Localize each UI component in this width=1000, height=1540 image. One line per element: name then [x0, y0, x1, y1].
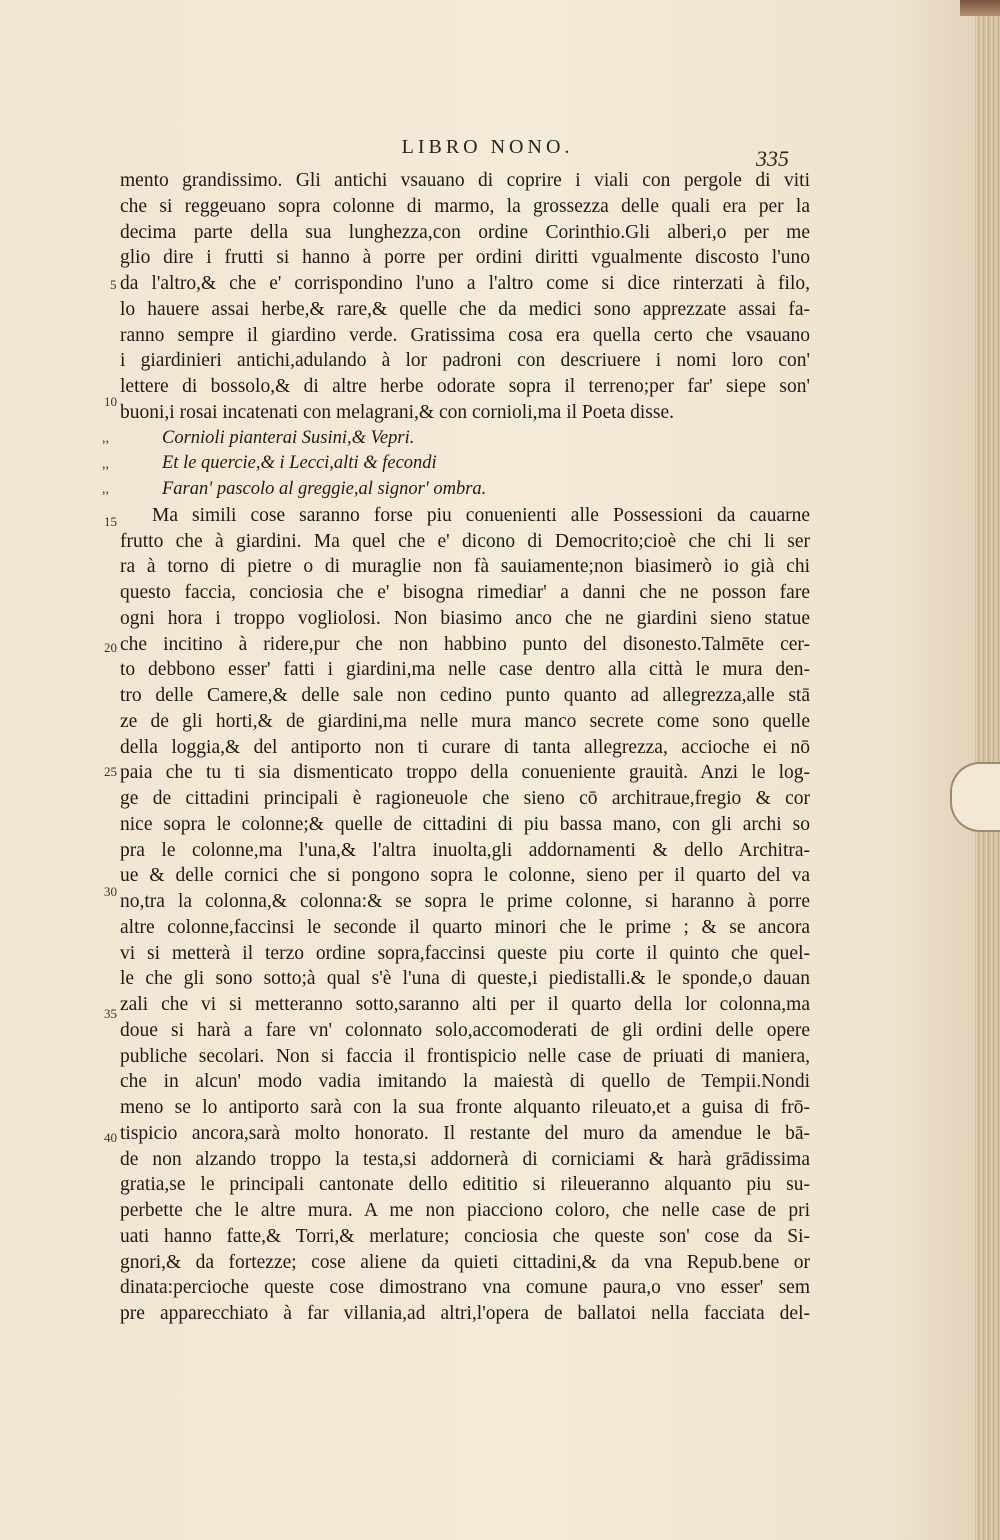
- text-line: tispicio ancora,sarà molto honorato. Il restante del muro da amendue le bā-: [120, 1122, 810, 1144]
- text-line: frutto che à giardini. Ma quel che e' dicono di Democrito;cioè che chi li ser: [120, 530, 810, 552]
- text-line: de non alzando troppo la testa,si addornerà di corniciami & harà grādissima: [120, 1148, 810, 1170]
- text-line: glio dire i frutti si hanno à porre per ordini diritti vgualmente discosto l'uno: [120, 247, 810, 269]
- text-line: lettere di bossolo,& di altre herbe odorate sopra il terreno;per far' siepe son': [120, 376, 810, 397]
- page-number: 335: [756, 146, 789, 171]
- text-line: della loggia,& del antiporto non ti curare di tanta allegrezza, accioche ei nō: [120, 736, 810, 758]
- text-line: ogni hora i troppo vogliolosi. Non biasimo anco che ne giardini sieno statue: [120, 607, 810, 629]
- text-line: gratia,se le principali cantonate dello edititio si rileueranno alquanto piu su-: [120, 1174, 810, 1196]
- text-line: che incitino à ridere,pur che non habbino punto del disonesto.Talmēte cer-: [120, 633, 810, 655]
- text-line: uati hanno fatte,& Torri,& merlature; conciosia che queste son' cose da Si-: [120, 1225, 810, 1247]
- margin-line-number: 40: [104, 1130, 117, 1145]
- margin-line-number: 35: [104, 1006, 117, 1021]
- margin-line-number: 25: [104, 764, 117, 779]
- binding-corner: [960, 0, 1000, 16]
- text-line: no,tra la colonna,& colonna:& se sopra le prime colonne, si haranno à porre: [120, 891, 810, 912]
- text-line: le che gli sono sotto;à qual s'è l'una di queste,i piedistalli.& le sponde,o dauan: [120, 968, 810, 990]
- text-line: ze de gli horti,& de giardini,ma nelle mura manco secrete come sono quelle: [120, 710, 810, 732]
- text-line: lo hauere assai herbe,& rare,& quelle che da medici sono apprezzate assai fa-: [120, 298, 810, 320]
- quote-mark: ,,: [102, 457, 109, 472]
- text-line: pra le colonne,ma l'una,& l'altra inuolta,gli addornamenti & dello Architra-: [120, 839, 810, 861]
- text-line: zali che vi si metteranno sotto,saranno alti per il quarto della lor colonna,ma: [120, 994, 810, 1015]
- verse-line: Et le quercie,& i Lecci,alti & fecondi: [162, 453, 437, 474]
- text-line: gnori,& da fortezze; cose aliene da quieti cittadini,& da vna Repub.bene or: [120, 1251, 810, 1273]
- margin-line-number: 10: [104, 394, 117, 409]
- text-line: vi si metterà il terzo ordine sopra,faccinsi queste piu corte il quinto che quel-: [120, 942, 810, 964]
- text-line: buoni,i rosai incatenati con melagrani,& con cornioli,ma il Poeta disse.: [120, 401, 674, 423]
- verse-line: Cornioli pianterai Susini,& Vepri.: [162, 427, 415, 448]
- text-line: nice sopra le colonne;& quelle de cittadini di piu bassa mano, con gli archi so: [120, 813, 810, 835]
- margin-line-number: 30: [104, 884, 117, 899]
- text-line: to debbono esser' fatti i giardini,ma nelle case dentro alla città le mura den-: [120, 659, 810, 681]
- text-line: mento grandissimo. Gli antichi vsauano di coprire i viali con pergole di viti: [120, 170, 810, 191]
- thumb-tab: [950, 762, 1000, 832]
- text-line: doue si harà a fare vn' colonnato solo,accomoderati de gli ordini delle opere: [120, 1019, 810, 1041]
- verse-line: Faran' pascolo al greggie,al signor' ombra.: [162, 479, 487, 499]
- text-line: pre apparecchiato à far villania,ad altri,l'opera de ballatoi nella facciata del-: [120, 1303, 810, 1324]
- margin-line-number: 15: [104, 514, 117, 529]
- margin-line-number: 20: [104, 640, 117, 655]
- text-line: ra à torno di pietre o di muraglie non fà sauiamente;non biasimerò io già chi: [120, 556, 810, 578]
- text-line: dinata:percioche queste cose dimostrano vna comune paura,o vno esser' sem: [120, 1277, 810, 1299]
- text-line: decima parte della sua lunghezza,con ordine Corinthio.Gli alberi,o per me: [120, 221, 810, 243]
- text-line: paia che tu ti sia dismenticato troppo della conueniente grauità. Anzi le log-: [120, 762, 810, 784]
- text-line: altre colonne,faccinsi le seconde il quarto minori che le prime ; & se ancora: [120, 916, 810, 938]
- quote-mark: ,,: [102, 431, 109, 446]
- text-line: perbette che le altre mura. A me non piacciono coloro, che nelle case de pri: [120, 1200, 810, 1221]
- text-line: Ma simili cose saranno forse piu conuenienti alle Possessioni da cauarne: [152, 504, 810, 526]
- text-line: publiche secolari. Non si faccia il frontispicio nelle case de priuati di maniera,: [120, 1045, 810, 1067]
- margin-line-number: 5: [110, 277, 117, 292]
- text-line: da l'altro,& che e' corrispondino l'uno a l'altro come si dice rinterzati à filo,: [120, 273, 810, 294]
- text-line: che si reggeuano sopra colonne di marmo, la grossezza delle quali era per la: [120, 195, 810, 217]
- text-line: ranno sempre il giardino verde. Gratissima cosa era quella certo che vsauano: [120, 324, 810, 346]
- text-line: tro delle Camere,& delle sale non cedino punto quanto ad allegrezza,alle stā: [120, 685, 810, 706]
- text-line: meno se lo antiporto sarà con la sua fronte alquanto rileuato,et a guisa di frō-: [120, 1097, 810, 1118]
- text-line: ge de cittadini principali è ragioneuole che sieno cō architraue,fregio & cor: [120, 788, 810, 809]
- text-line: ue & delle cornici che si pongono sopra le colonne, sieno per il quarto del va: [120, 865, 810, 887]
- text-line: i giardinieri antichi,adulando à lor padroni con descriuere i nomi loro con': [120, 350, 810, 372]
- body-text: [120, 168, 810, 1327]
- quote-mark: ,,: [102, 482, 109, 497]
- running-head: LIBRO NONO.: [401, 136, 574, 158]
- text-line: che in alcun' modo vadia imitando la maiestà di quello de Tempii.Nondi: [120, 1071, 810, 1093]
- text-line: questo faccia, conciosia che e' bisogna rimediar' a danni che ne posson fare: [120, 582, 810, 603]
